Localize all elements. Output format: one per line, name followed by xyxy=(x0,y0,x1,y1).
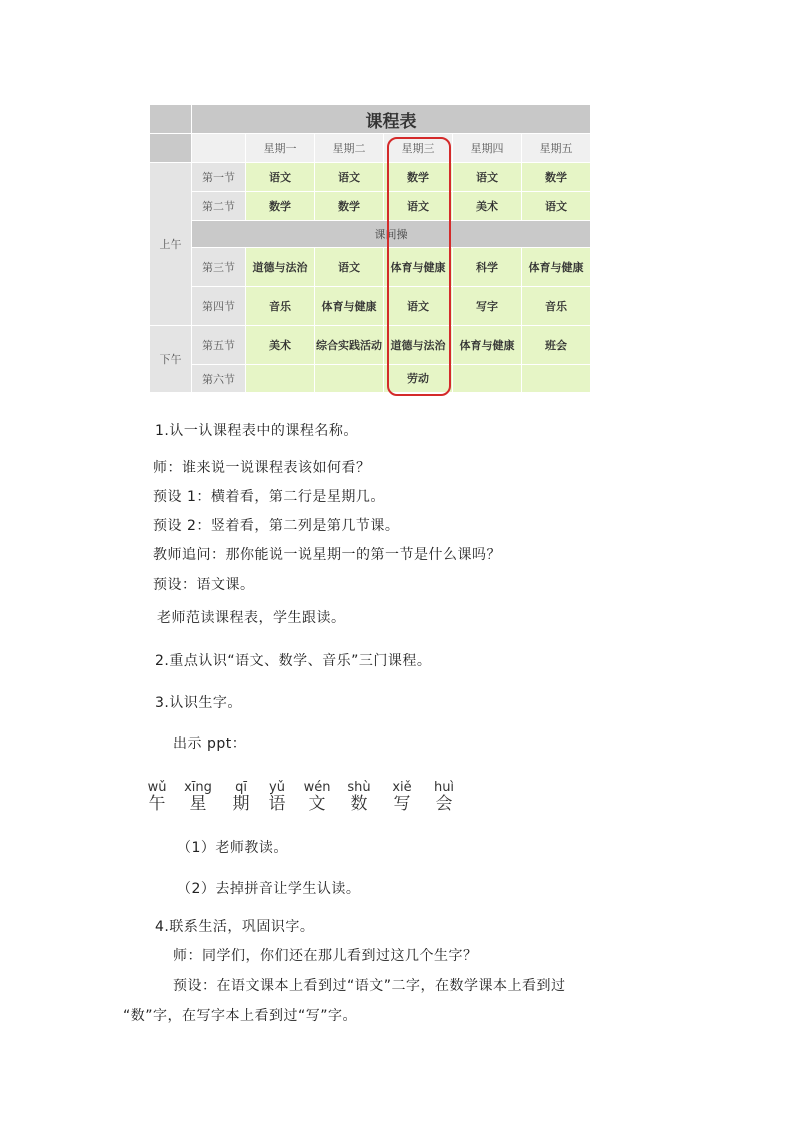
morning-label: 上午 xyxy=(150,163,192,326)
class-cell: 语文 xyxy=(522,192,591,221)
hanzi: 午 xyxy=(148,794,166,814)
preset-1: 预设 1：横着看，第二行是星期几。 xyxy=(153,489,385,505)
period-label: 第一节 xyxy=(192,163,246,192)
class-cell: 综合实践活动 xyxy=(315,326,384,365)
class-cell xyxy=(246,365,315,393)
pinyin: wén xyxy=(303,780,331,795)
teacher-followup: 教师追问：那你能说一说星期一的第一节是什么课吗？ xyxy=(153,547,501,563)
table-title: 课程表 xyxy=(192,105,591,134)
step-3-sub-1: （1）老师教读。 xyxy=(177,840,288,856)
class-cell: 语文 xyxy=(384,287,453,326)
day-header: 星期二 xyxy=(315,134,384,163)
hanzi: 期 xyxy=(232,794,250,814)
pinyin: qī xyxy=(235,780,247,795)
class-cell: 语文 xyxy=(246,163,315,192)
period-label: 第六节 xyxy=(192,365,246,393)
class-cell: 美术 xyxy=(453,192,522,221)
step-3-heading: 3.认识生字。 xyxy=(155,695,242,711)
class-cell: 美术 xyxy=(246,326,315,365)
preset-long-line-1: 预设：在语文课本上看到过“语文”二字，在数学课本上看到过 xyxy=(173,978,566,994)
pinyin: xiě xyxy=(392,780,412,795)
class-cell xyxy=(522,365,591,393)
class-cell: 数学 xyxy=(522,163,591,192)
class-cell: 写字 xyxy=(453,287,522,326)
class-cell: 科学 xyxy=(453,248,522,287)
day-header: 星期三 xyxy=(384,134,453,163)
class-cell: 音乐 xyxy=(246,287,315,326)
corner-cell xyxy=(192,134,246,163)
pinyin: wǔ xyxy=(147,780,167,795)
pinyin: xīng xyxy=(184,780,212,795)
pinyin: yǔ xyxy=(269,780,285,795)
class-cell xyxy=(315,365,384,393)
class-cell: 道德与法治 xyxy=(246,248,315,287)
class-cell: 语文 xyxy=(453,163,522,192)
model-reading: 老师范读课程表，学生跟读。 xyxy=(157,610,346,626)
class-cell: 劳动 xyxy=(384,365,453,393)
class-cell: 体育与健康 xyxy=(315,287,384,326)
class-cell: 道德与法治 xyxy=(384,326,453,365)
teacher-question: 师：谁来说一说课程表该如何看？ xyxy=(153,460,371,476)
period-label: 第四节 xyxy=(192,287,246,326)
break-row-label: 课间操 xyxy=(192,221,591,248)
period-label: 第三节 xyxy=(192,248,246,287)
class-cell: 语文 xyxy=(315,248,384,287)
schedule-table xyxy=(149,104,591,393)
hanzi: 文 xyxy=(308,794,326,814)
step-3-sub-2: （2）去掉拼音让学生认读。 xyxy=(177,881,361,897)
corner-cell xyxy=(150,134,192,163)
step-1-heading: 1.认一认课程表中的课程名称。 xyxy=(155,423,358,439)
hanzi: 写 xyxy=(393,794,411,814)
class-cell: 体育与健康 xyxy=(453,326,522,365)
step-2-heading: 2.重点认识“语文、数学、音乐”三门课程。 xyxy=(155,653,432,669)
class-cell: 语文 xyxy=(315,163,384,192)
class-cell: 体育与健康 xyxy=(522,248,591,287)
step-4-heading: 4.联系生活，巩固识字。 xyxy=(155,919,315,935)
pinyin: shù xyxy=(347,780,371,795)
class-cell: 数学 xyxy=(384,163,453,192)
day-header: 星期四 xyxy=(453,134,522,163)
preset-long-line-2: “数”字，在写字本上看到过“写”字。 xyxy=(123,1008,358,1024)
pinyin: huì xyxy=(433,780,455,795)
preset-answer: 预设：语文课。 xyxy=(153,577,255,593)
class-cell: 语文 xyxy=(384,192,453,221)
show-ppt: 出示 ppt： xyxy=(173,736,247,752)
day-header: 星期五 xyxy=(522,134,591,163)
hanzi: 星 xyxy=(189,794,207,814)
corner-cell xyxy=(150,105,192,134)
teacher-question-2: 师：同学们，你们还在那儿看到过这几个生字？ xyxy=(173,948,478,964)
class-cell: 班会 xyxy=(522,326,591,365)
class-cell xyxy=(453,365,522,393)
hanzi: 语 xyxy=(268,794,286,814)
class-cell: 体育与健康 xyxy=(384,248,453,287)
day-header: 星期一 xyxy=(246,134,315,163)
preset-2: 预设 2：竖着看，第二列是第几节课。 xyxy=(153,518,400,534)
hanzi: 数 xyxy=(350,794,368,814)
period-label: 第五节 xyxy=(192,326,246,365)
class-cell: 数学 xyxy=(315,192,384,221)
afternoon-label: 下午 xyxy=(150,326,192,393)
hanzi: 会 xyxy=(435,794,453,814)
class-cell: 数学 xyxy=(246,192,315,221)
schedule-table-wrapper xyxy=(149,104,590,393)
class-cell: 音乐 xyxy=(522,287,591,326)
period-label: 第二节 xyxy=(192,192,246,221)
